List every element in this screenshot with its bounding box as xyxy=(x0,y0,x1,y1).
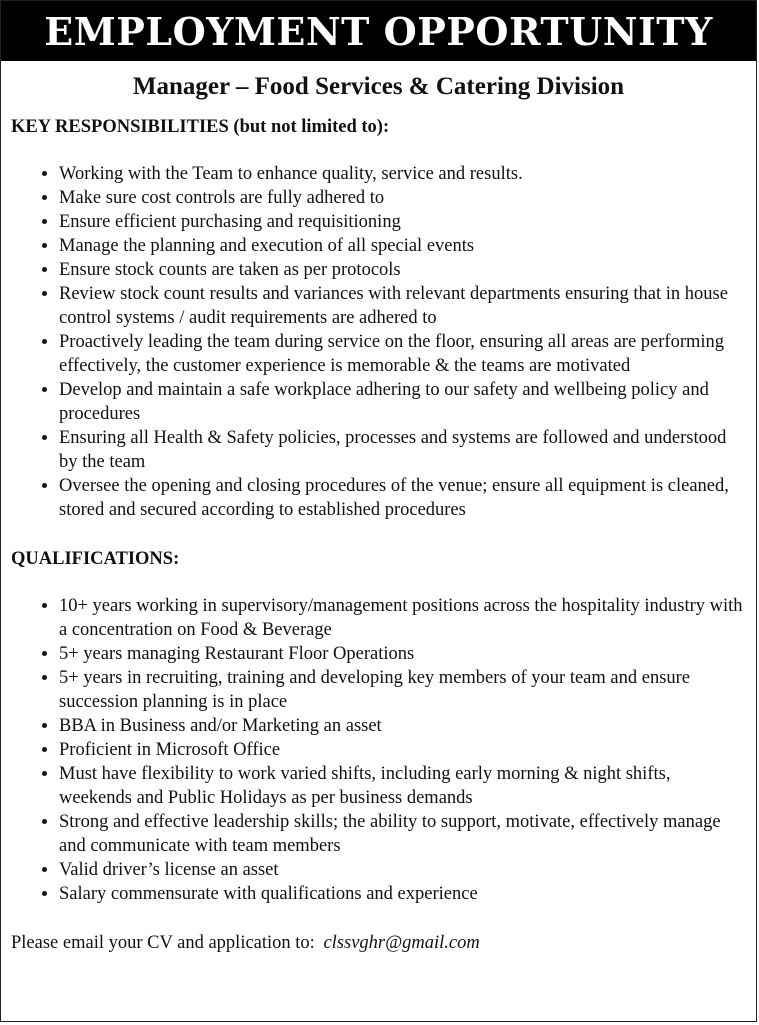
qualification-item: • 5+ years managing Restaurant Floor Operations xyxy=(59,642,746,666)
responsibility-item: • Ensure stock counts are taken as per protocols xyxy=(59,258,746,282)
responsibility-item: • Proactively leading the team during service on the floor, ensuring all areas are performing effectively, the customer experience is memorable & the teams are motivated xyxy=(59,330,746,378)
responsibility-item: • Make sure cost controls are fully adhered to xyxy=(59,186,746,210)
responsibilities-heading: KEY RESPONSIBILITIES (but not limited to): xyxy=(11,116,390,137)
qualification-item: • Proficient in Microsoft Office xyxy=(59,738,746,762)
contact-email[interactable]: clssvghr@gmail.com xyxy=(323,932,480,953)
qualification-item: • BBA in Business and/or Marketing an asset xyxy=(59,714,746,738)
qualification-item: • Strong and effective leadership skills; the ability to support, motivate, effectively manage and communicate with team members xyxy=(59,810,746,858)
contact-line xyxy=(11,931,746,955)
qualifications-heading: QUALIFICATIONS: xyxy=(11,548,180,569)
responsibility-item: • Review stock count results and variances with relevant departments ensuring that in house control systems / audit requirements are adhered to xyxy=(59,282,746,330)
responsibility-item: • Manage the planning and execution of all special events xyxy=(59,234,746,258)
qualification-item: • 10+ years working in supervisory/management positions across the hospitality industry with a concentration on Food & Beverage xyxy=(59,594,746,642)
responsibility-item: • Ensuring all Health & Safety policies, processes and systems are followed and understood by the team xyxy=(59,426,746,474)
qualification-item: • 5+ years in recruiting, training and developing key members of your team and ensure succession planning is in place xyxy=(59,666,746,714)
contact-instructions: Please email your CV and application to: xyxy=(11,932,315,953)
responsibility-item: • Develop and maintain a safe workplace adhering to our safety and wellbeing policy and procedures xyxy=(59,378,746,426)
banner-title: EMPLOYMENT OPPORTUNITY xyxy=(1,1,756,61)
qualification-item: • Valid driver’s license an asset xyxy=(59,858,746,882)
position-title: Manager – Food Services & Catering Division xyxy=(132,73,625,100)
qualification-item: • Salary commensurate with qualifications and experience xyxy=(59,882,746,906)
responsibility-item: • Oversee the opening and closing procedures of the venue; ensure all equipment is cleaned, stored and secured according to established procedures xyxy=(59,474,746,522)
advertisement-body xyxy=(1,115,756,955)
qualifications-list xyxy=(11,594,746,906)
qualification-item: • Must have flexibility to work varied shifts, including early morning & night shifts, weekends and Public Holidays as per business demands xyxy=(59,762,746,810)
responsibility-item: • Ensure efficient purchasing and requisitioning xyxy=(59,210,746,234)
responsibilities-list xyxy=(11,162,746,522)
responsibility-item: • Working with the Team to enhance quality, service and results. xyxy=(59,162,746,186)
